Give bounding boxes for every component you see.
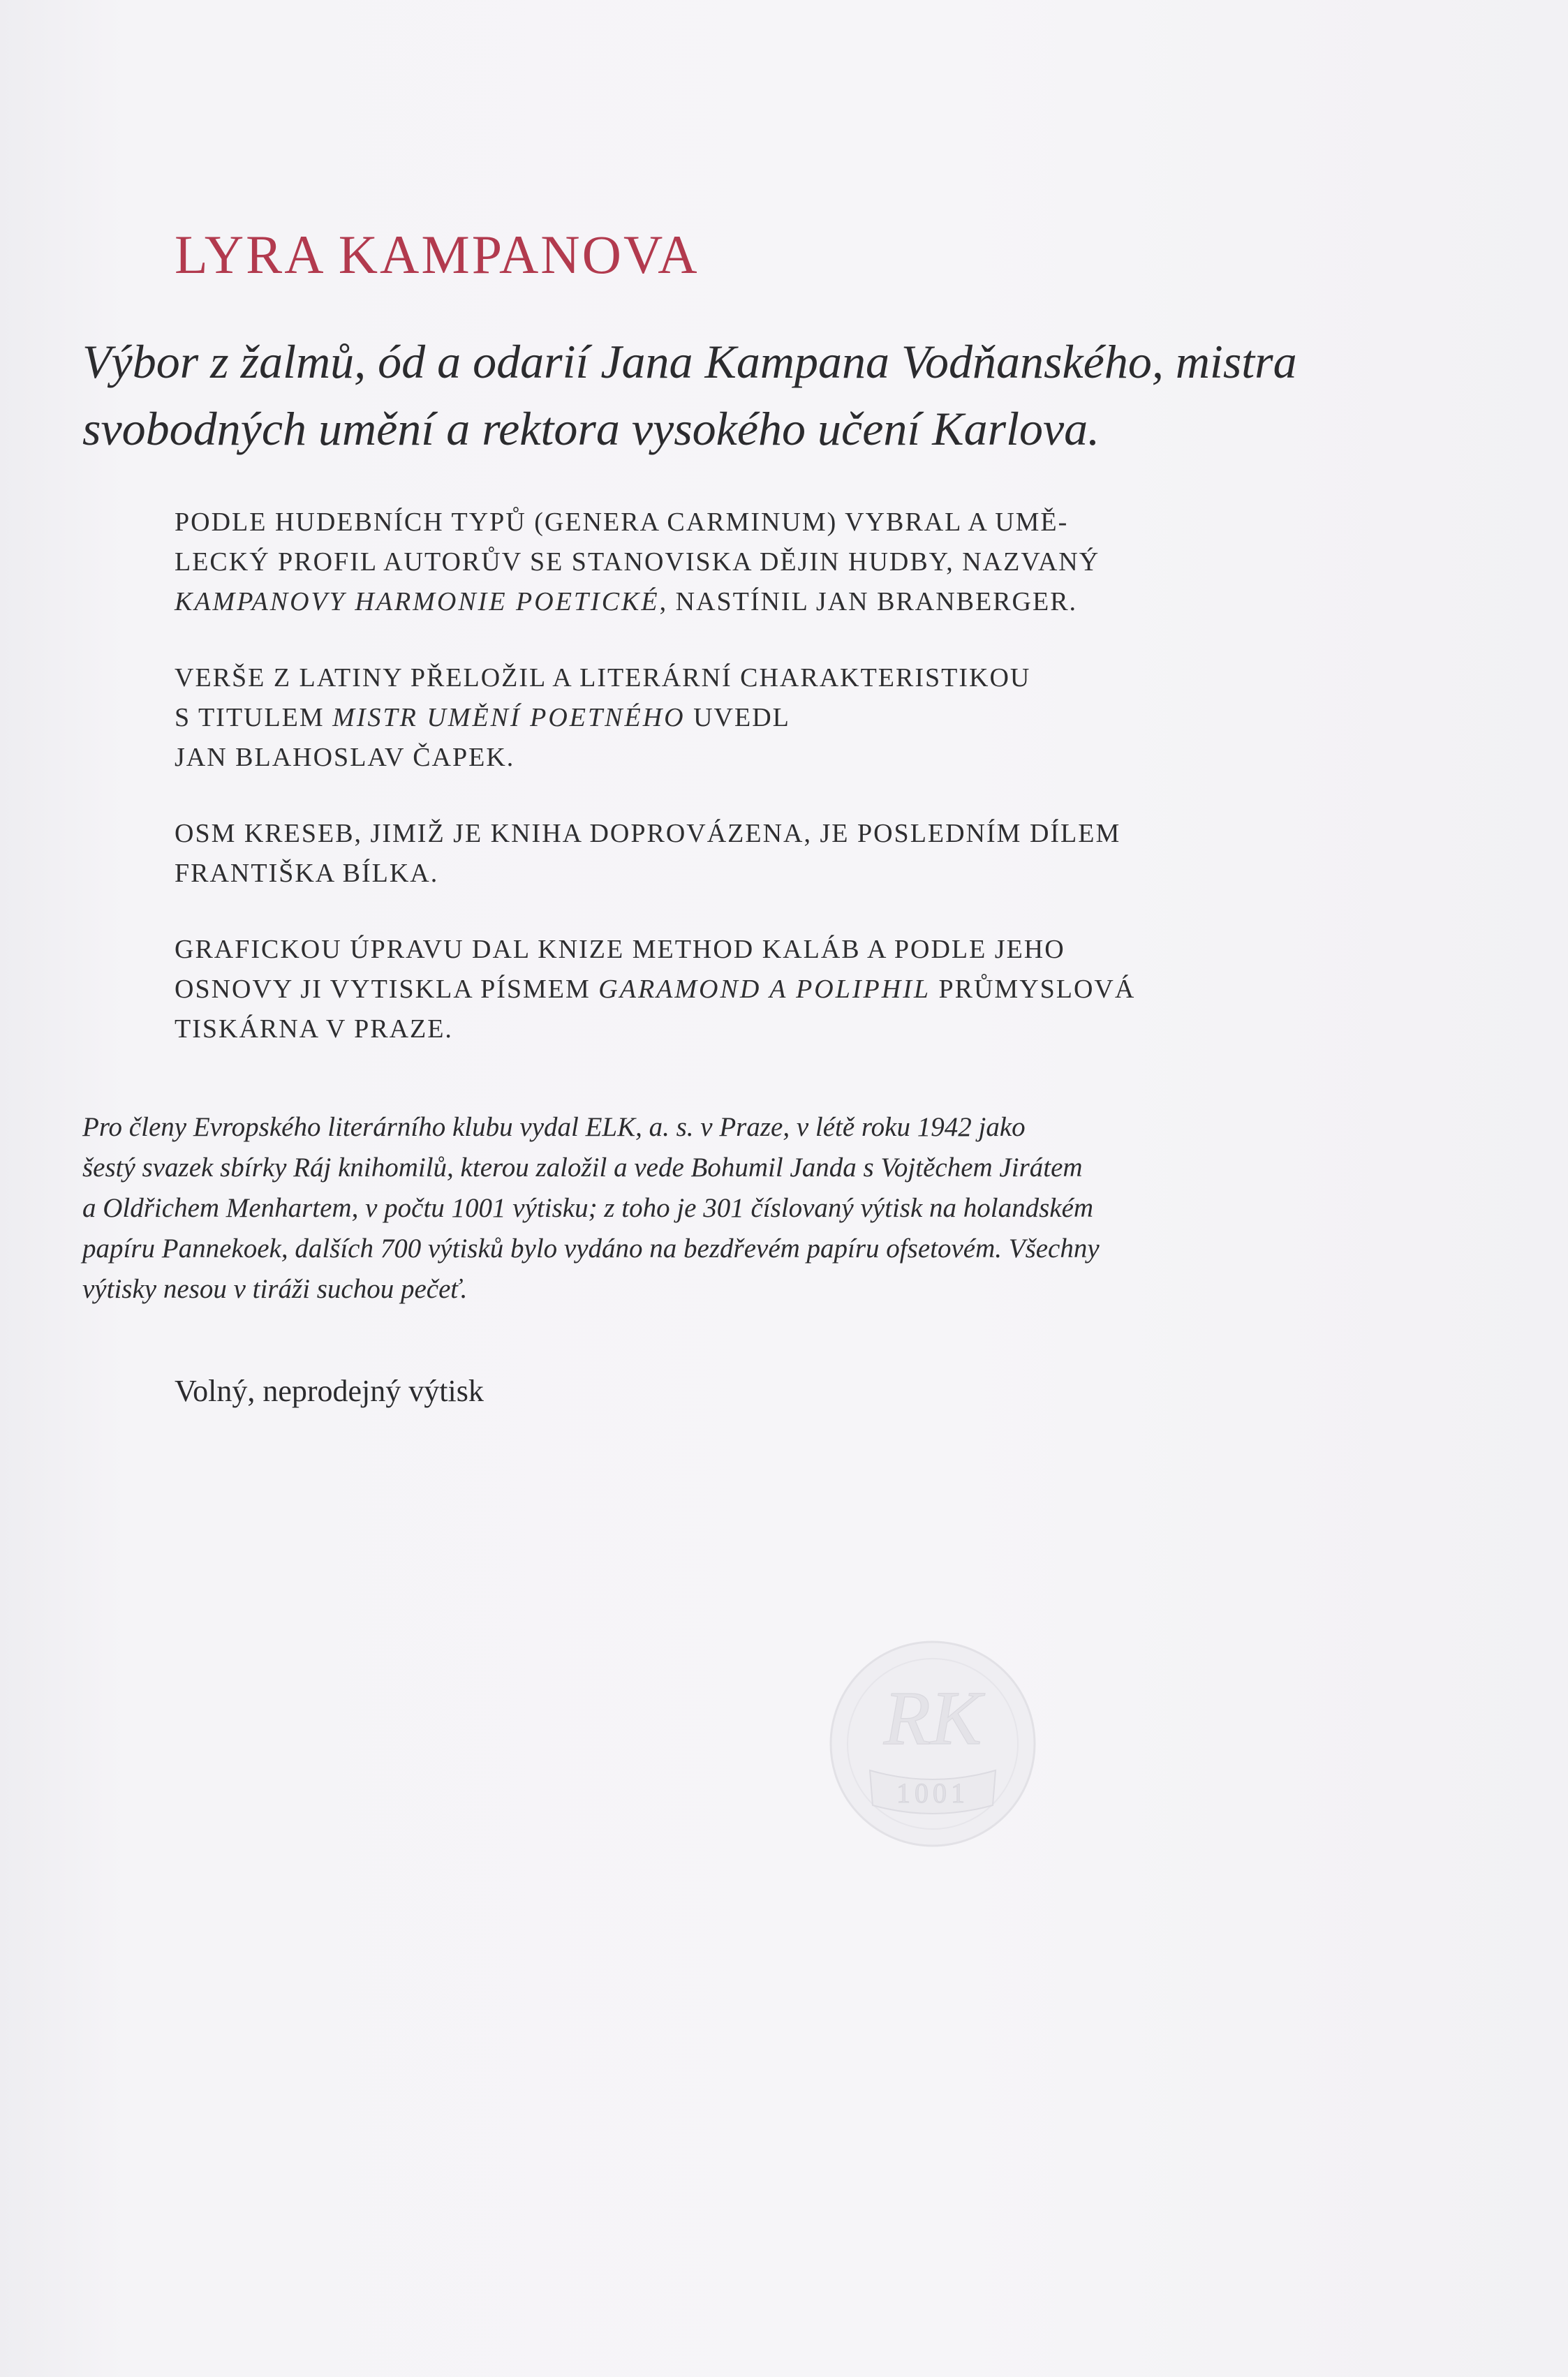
colophon-line-3: a Oldřichem Menhartem, v počtu 1001 výtisku; z toho je 301 číslovaný výtisk na holandském: [82, 1193, 1094, 1223]
credits-paragraph-2: [175, 658, 1278, 778]
colophon-line-5: výtisky nesou v tiráži suchou pečeť.: [82, 1274, 468, 1304]
credits-paragraph-4: [175, 930, 1278, 1049]
colophon-line-2: šestý svazek sbírky Ráj knihomilů, kterou založil a vede Bohumil Janda s Vojtěchem Jirátem: [82, 1153, 1083, 1183]
colophon-line-4: papíru Pannekoek, dalších 700 výtisků bylo vydáno na bezdřevém papíru ofsetovém. Všechny: [82, 1234, 1100, 1264]
credits-4-line-2-pre: OSNOVY JI VYTISKLA PÍSMEM: [175, 975, 599, 1004]
seal-monogram: RK: [883, 1675, 982, 1761]
credits-3-line-1: OSM KRESEB, JIMIŽ JE KNIHA DOPROVÁZENA, JE POSLEDNÍM DÍLEM: [175, 819, 1121, 848]
credits-4-line-2-post: PRŮMYSLOVÁ: [930, 975, 1136, 1004]
book-title-mistr: MISTR UMĚNÍ POETNÉHO: [332, 703, 686, 732]
credits-2-line-1: VERŠE Z LATINY PŘELOŽIL A LITERÁRNÍ CHARAKTERISTIKOU: [175, 663, 1031, 693]
subtitle-line-2: svobodných umění a rektora vysokého učení Karlova.: [82, 402, 1100, 455]
credits-paragraph-3: [175, 814, 1278, 894]
credits-2-line-3: JAN BLAHOSLAV ČAPEK.: [175, 743, 515, 772]
page-title: LYRA KAMPANOVA: [175, 224, 700, 285]
credits-2-line-2-pre: S TITULEM: [175, 703, 333, 732]
dry-seal-emboss: [828, 1639, 1037, 1849]
typeface-names: GARAMOND A POLIPHIL: [598, 975, 931, 1004]
credits-1-line-3-rest: , NASTÍNIL JAN BRANBERGER.: [659, 587, 1078, 616]
credits-1-line-2: LECKÝ PROFIL AUTORŮV SE STANOVISKA DĚJIN HUDBY, NAZVANÝ: [175, 547, 1100, 577]
credits-4-line-3: TISKÁRNA V PRAZE.: [175, 1014, 453, 1044]
colophon: [82, 1107, 1283, 1310]
book-title-harmonie: KAMPANOVY HARMONIE POETICKÉ: [175, 587, 660, 616]
colophon-line-1: Pro členy Evropského literárního klubu vydal ELK, a. s. v Praze, v létě roku 1942 jako: [82, 1112, 1026, 1142]
credits-2-line-2: [175, 698, 1278, 738]
credits-3-line-2: FRANTIŠKA BÍLKA.: [175, 859, 439, 888]
credits-4-line-1: GRAFICKOU ÚPRAVU DAL KNIZE METHOD KALÁB A PODLE JEHO: [175, 935, 1065, 964]
free-copy-note: Volný, neprodejný výtisk: [175, 1374, 484, 1408]
credits-1-line-3: [175, 582, 1278, 622]
credits-1-line-1: PODLE HUDEBNÍCH TYPŮ (GENERA CARMINUM) VYBRAL A UMĚ-: [175, 508, 1069, 537]
subtitle: [82, 328, 1297, 462]
subtitle-line-1: Výbor z žalmů, ód a odarií Jana Kampana Vodňanského, mistra: [82, 335, 1297, 388]
credits-4-line-2: [175, 970, 1278, 1009]
seal-number: 1001: [896, 1777, 969, 1809]
credits-2-line-2-post: UVEDL: [685, 703, 790, 732]
credits-paragraph-1: [175, 503, 1278, 622]
